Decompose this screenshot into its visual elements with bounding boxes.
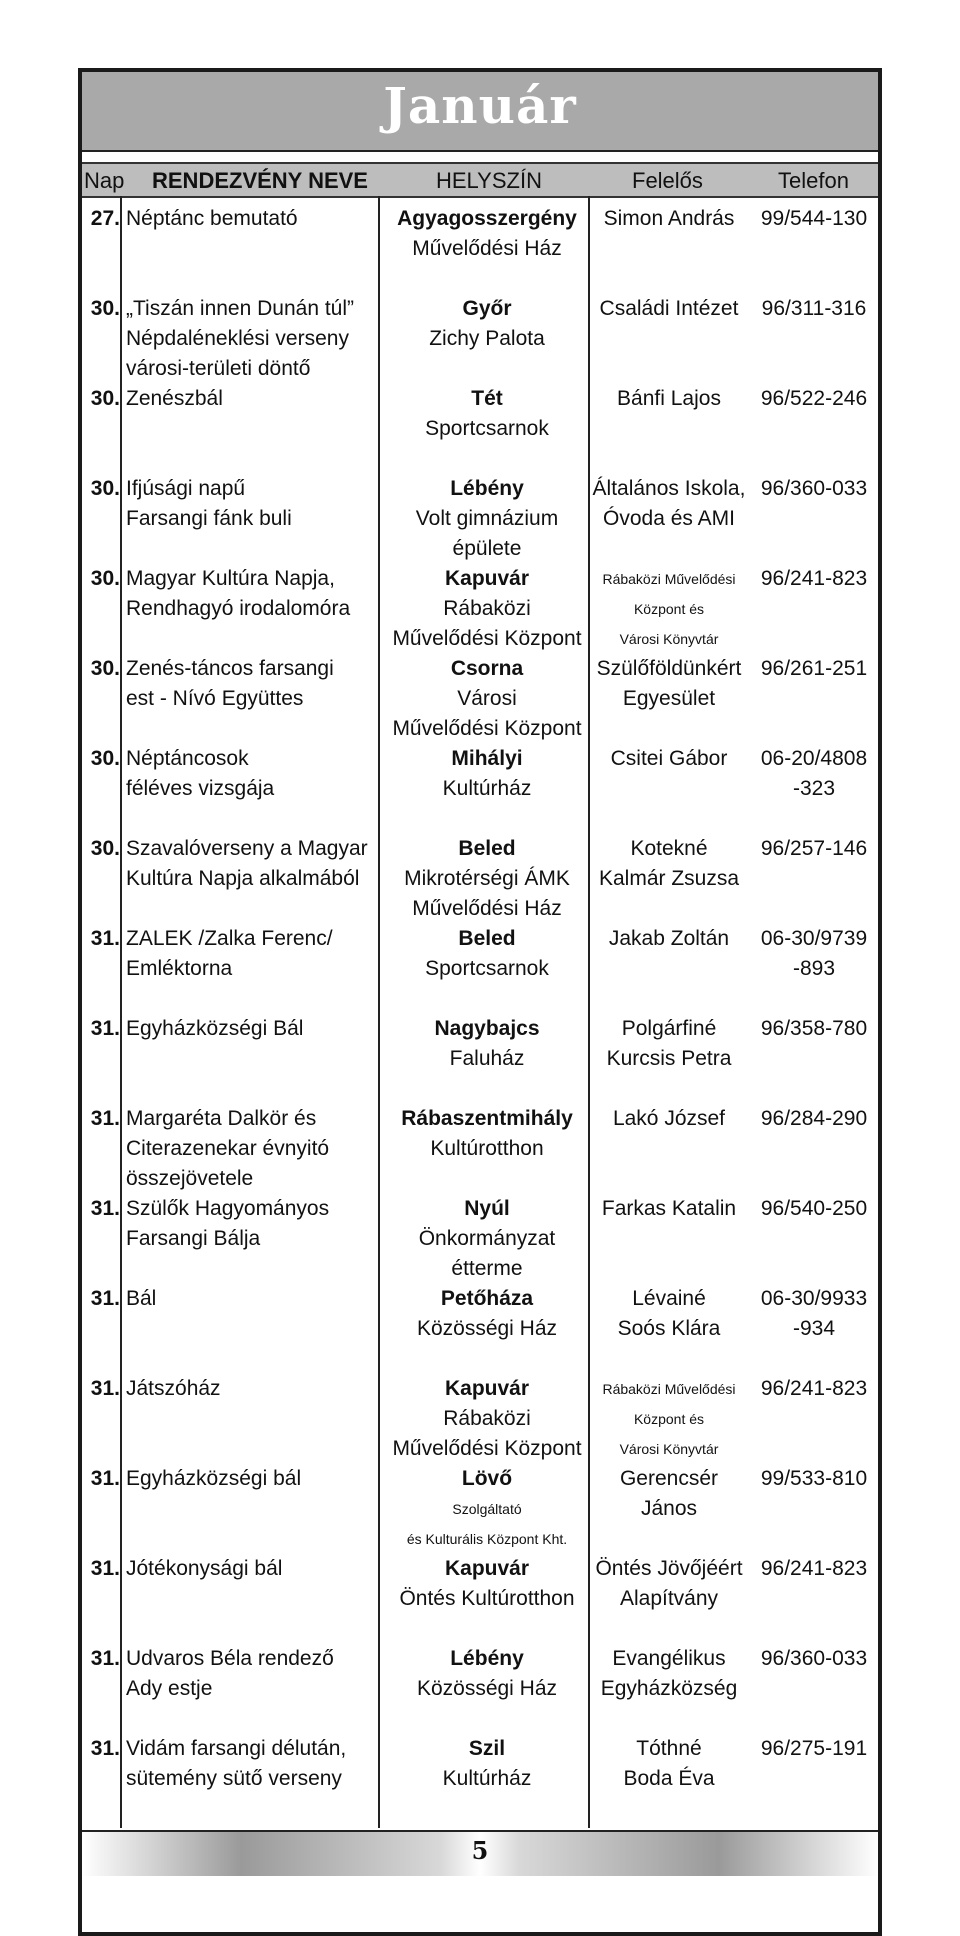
event-responsible (590, 1734, 748, 1794)
event-responsible-line: Központ és (633, 601, 705, 617)
event-location-line: Lébény (450, 1647, 524, 1670)
event-name (126, 294, 376, 384)
event-responsible-line: Egyházközség (600, 1677, 738, 1700)
event-location (382, 1014, 592, 1074)
event-phone-line: 96/522-246 (760, 387, 868, 410)
event-name-line: Szavalóverseny a Magyar (126, 837, 368, 860)
event-name-line: Néptánc bemutató (126, 207, 298, 230)
event-location (382, 1104, 592, 1164)
event-phone-line: 06-30/9933 (760, 1287, 868, 1310)
event-name-line: Rendhagyó irodalomóra (126, 597, 351, 620)
event-phone (750, 1464, 878, 1494)
event-name-line: Emléktorna (126, 957, 233, 980)
event-location-line: Agyagosszergény (397, 207, 577, 230)
event-location (382, 744, 592, 804)
event-location-line: Volt gimnázium (415, 507, 559, 530)
event-name-line: ZALEK /Zalka Ferenc/ (126, 927, 333, 950)
event-name-line: Egyházközségi Bál (126, 1017, 304, 1040)
event-phone (750, 1644, 878, 1674)
event-name-line: Citerazenekar évnyitó (126, 1137, 330, 1160)
event-location-line: Nyúl (464, 1197, 510, 1220)
event-day: 31. (90, 1647, 120, 1670)
event-location (382, 834, 592, 924)
event-name (126, 924, 376, 984)
event-location-line: Művelődési Ház (412, 237, 562, 260)
event-phone (750, 474, 878, 504)
event-responsible-line: Központ és (633, 1411, 705, 1427)
event-phone-line: 96/241-823 (760, 567, 868, 590)
event-name (126, 564, 376, 624)
event-name (126, 1104, 376, 1194)
event-day: 30. (90, 657, 120, 680)
column-divider (378, 196, 380, 1828)
event-responsible (590, 1014, 748, 1074)
event-responsible (590, 1284, 748, 1344)
event-name-line: Ady estje (126, 1677, 213, 1700)
event-responsible-line: Városi Könyvtár (619, 1441, 719, 1457)
header-location: HELYSZÍN (436, 168, 542, 193)
event-location-line: Rábaközi (443, 1407, 531, 1430)
event-location-line: Mikrotérségi ÁMK (404, 867, 570, 890)
event-location-line: Művelődési Központ (392, 717, 582, 740)
event-location-line: Lövő (461, 1467, 513, 1490)
event-name (126, 474, 376, 534)
event-responsible (590, 384, 748, 414)
event-responsible-line: Kurcsis Petra (606, 1047, 732, 1070)
event-responsible (590, 1104, 748, 1134)
event-location-line: Öntés Kultúrotthon (399, 1587, 575, 1610)
event-responsible-line: Gerencsér (619, 1467, 719, 1490)
event-phone (750, 924, 878, 984)
event-location (382, 204, 592, 264)
event-day: 31. (90, 1107, 120, 1130)
event-location-line: Zichy Palota (429, 327, 545, 350)
event-location (382, 1464, 592, 1554)
table-header (82, 162, 878, 198)
event-phone-line: 96/360-033 (760, 477, 868, 500)
event-responsible (590, 1194, 748, 1224)
event-location-line: Sportcsarnok (425, 417, 549, 440)
event-location-line: Szolgáltató (452, 1501, 522, 1517)
event-responsible-line: Általános Iskola, (592, 477, 746, 500)
event-name-line: Néptáncosok (126, 747, 249, 770)
event-phone-line: 96/241-823 (760, 1377, 868, 1400)
event-phone (750, 1014, 878, 1044)
event-phone-line: 96/275-191 (760, 1737, 868, 1760)
event-responsible (590, 834, 748, 894)
event-location-line: Művelődési Ház (412, 897, 562, 920)
event-responsible (590, 744, 748, 774)
event-location-line: Közösségi Ház (416, 1677, 558, 1700)
page-frame (78, 68, 882, 1936)
event-name-line: városi-területi döntő (126, 357, 311, 380)
event-day: 31. (90, 1737, 120, 1760)
event-phone-line: 96/358-780 (760, 1017, 868, 1040)
event-phone (750, 1374, 878, 1404)
event-phone-line: 96/257-146 (760, 837, 868, 860)
event-location-line: Beled (458, 927, 516, 950)
event-day: 31. (90, 927, 120, 950)
event-responsible-line: Öntés Jövőjéért (595, 1557, 743, 1580)
event-name-line: Játszóház (126, 1377, 221, 1400)
event-name-line: „Tiszán innen Dunán túl” (126, 297, 355, 320)
event-responsible-line: Csitei Gábor (610, 747, 728, 770)
event-responsible (590, 204, 748, 234)
event-location-line: Győr (462, 297, 512, 320)
event-location-line: Önkormányzat (418, 1227, 556, 1250)
event-responsible (590, 924, 748, 954)
event-name (126, 384, 376, 414)
event-responsible-line: Városi Könyvtár (619, 631, 719, 647)
event-location (382, 294, 592, 354)
event-phone-line: -934 (792, 1317, 836, 1340)
event-responsible-line: Polgárfiné (621, 1017, 717, 1040)
event-responsible-line: Tóthné (636, 1737, 702, 1760)
event-phone (750, 384, 878, 414)
event-name (126, 1374, 376, 1404)
event-name-line: Zenés-táncos farsangi (126, 657, 334, 680)
event-responsible (590, 564, 748, 654)
event-location-line: és Kulturális Központ Kht. (406, 1531, 568, 1547)
event-phone (750, 1104, 878, 1134)
event-name (126, 1644, 376, 1704)
event-location-line: Rábaszentmihály (401, 1107, 573, 1130)
event-name (126, 1734, 376, 1794)
event-location (382, 1194, 592, 1284)
event-responsible-line: Boda Éva (623, 1767, 715, 1790)
event-phone (750, 564, 878, 594)
event-phone-line: 99/544-130 (760, 207, 868, 230)
event-location-line: Sportcsarnok (425, 957, 549, 980)
event-day: 30. (90, 837, 120, 860)
event-responsible (590, 474, 748, 534)
event-name-line: sütemény sütő verseny (126, 1767, 342, 1790)
event-phone (750, 294, 878, 324)
event-day: 31. (90, 1557, 120, 1580)
event-location (382, 384, 592, 444)
column-divider (120, 196, 122, 1828)
event-responsible-line: Simon András (603, 207, 735, 230)
event-responsible-line: Lakó József (612, 1107, 726, 1130)
event-phone-line: 96/241-823 (760, 1557, 868, 1580)
event-location-line: Kultúrotthon (430, 1137, 544, 1160)
event-name-line: est - Nívó Együttes (126, 687, 304, 710)
event-name-line: Magyar Kultúra Napja, (126, 567, 335, 590)
event-location (382, 474, 592, 564)
event-day: 27. (90, 207, 120, 230)
event-responsible-line: Lévainé (632, 1287, 706, 1310)
event-name (126, 1284, 376, 1314)
event-name-line: Margaréta Dalkör és (126, 1107, 317, 1130)
event-responsible-line: Egyesület (622, 687, 716, 710)
header-day: Nap (84, 168, 125, 193)
event-responsible-line: Soós Klára (617, 1317, 721, 1340)
event-location (382, 654, 592, 744)
event-day: 30. (90, 297, 120, 320)
event-location-line: Közösségi Ház (416, 1317, 558, 1340)
event-location-line: Művelődési Központ (392, 627, 582, 650)
event-location-line: étterme (451, 1257, 523, 1280)
event-phone (750, 1734, 878, 1764)
event-phone-line: 99/533-810 (760, 1467, 868, 1490)
event-responsible-line: Bánfi Lajos (617, 387, 721, 410)
event-location-line: Városi (457, 687, 517, 710)
event-name-line: Zenészbál (126, 387, 223, 410)
event-location (382, 564, 592, 654)
event-name (126, 834, 376, 894)
event-responsible (590, 1644, 748, 1704)
event-location-line: Kultúrház (442, 1767, 532, 1790)
event-name-line: összejövetele (126, 1167, 254, 1190)
event-location-line: Faluház (449, 1047, 525, 1070)
event-location-line: Kultúrház (442, 777, 532, 800)
event-responsible-line: János (640, 1497, 698, 1520)
event-responsible (590, 294, 748, 324)
event-location-line: Tét (471, 387, 503, 410)
event-day: 30. (90, 567, 120, 590)
event-location (382, 1734, 592, 1794)
event-day: 31. (90, 1467, 120, 1490)
event-name-line: Udvaros Béla rendező (126, 1647, 334, 1670)
event-responsible-line: Farkas Katalin (601, 1197, 737, 1220)
event-location (382, 1554, 592, 1614)
event-responsible-line: Óvoda és AMI (603, 507, 735, 530)
event-name-line: Kultúra Napja alkalmából (126, 867, 360, 890)
event-location-line: Mihályi (451, 747, 523, 770)
event-name-line: Népdaléneklési verseny (126, 327, 349, 350)
event-name-line: Szülők Hagyományos (126, 1197, 330, 1220)
event-location-line: Kapuvár (444, 1377, 530, 1400)
header-phone: Telefon (778, 168, 849, 193)
event-phone-line: 06-30/9739 (760, 927, 868, 950)
event-day: 31. (90, 1017, 120, 1040)
event-responsible-line: Rábaközi Művelődési (602, 1381, 736, 1397)
event-name-line: Egyházközségi bál (126, 1467, 302, 1490)
event-responsible (590, 1554, 748, 1614)
event-phone-line: 96/311-316 (761, 297, 867, 320)
event-responsible (590, 654, 748, 714)
event-location-line: Csorna (450, 657, 524, 680)
event-name-line: Vidám farsangi délután, (126, 1737, 347, 1760)
event-phone (750, 654, 878, 684)
event-location-line: Szil (468, 1737, 506, 1760)
event-phone-line: -893 (792, 957, 836, 980)
event-location-line: épülete (452, 537, 522, 560)
event-day: 30. (90, 747, 120, 770)
header-event: RENDEZVÉNY NEVE (152, 168, 368, 193)
event-phone-line: -323 (792, 777, 836, 800)
event-phone (750, 204, 878, 234)
event-responsible-line: Kalmár Zsuzsa (598, 867, 740, 890)
event-location-line: Kapuvár (444, 567, 530, 590)
event-name-line: Farsangi fánk buli (126, 507, 292, 530)
event-location-line: Lébény (450, 477, 524, 500)
event-phone (750, 1554, 878, 1584)
event-responsible (590, 1374, 748, 1464)
event-location (382, 1284, 592, 1344)
event-location-line: Művelődési Központ (392, 1437, 582, 1460)
event-name-line: Bál (126, 1287, 157, 1310)
event-phone-line: 96/284-290 (760, 1107, 868, 1130)
event-phone (750, 744, 878, 804)
month-title-band (82, 72, 878, 152)
event-day: 30. (90, 387, 120, 410)
month-title: Január (383, 76, 577, 135)
event-responsible-line: Alapítvány (619, 1587, 719, 1610)
event-day: 31. (90, 1287, 120, 1310)
event-responsible-line: Evangélikus (612, 1647, 726, 1670)
event-name (126, 1014, 376, 1044)
event-day: 30. (90, 477, 120, 500)
page-number: 5 (471, 1836, 489, 1865)
event-location (382, 1374, 592, 1464)
event-name-line: Jótékonysági bál (126, 1557, 283, 1580)
event-responsible-line: Rábaközi Művelődési (602, 571, 736, 587)
event-responsible-line: Családi Intézet (599, 297, 739, 320)
event-location-line: Kapuvár (444, 1557, 530, 1580)
event-name (126, 654, 376, 714)
event-name (126, 204, 376, 234)
event-name (126, 1194, 376, 1254)
header-responsible: Felelős (632, 168, 703, 193)
event-responsible-line: Szülőföldünkért (596, 657, 742, 680)
event-location (382, 924, 592, 984)
event-responsible-line: Jakab Zoltán (608, 927, 730, 950)
event-phone-line: 96/360-033 (760, 1647, 868, 1670)
event-location (382, 1644, 592, 1704)
event-location-line: Rábaközi (443, 597, 531, 620)
event-phone (750, 1284, 878, 1344)
event-day: 31. (90, 1377, 120, 1400)
event-phone (750, 1194, 878, 1224)
event-location-line: Beled (458, 837, 516, 860)
event-name (126, 744, 376, 804)
event-phone-line: 96/261-251 (760, 657, 868, 680)
event-name-line: Ifjúsági napű (126, 477, 246, 500)
event-responsible (590, 1464, 748, 1524)
event-phone-line: 96/540-250 (760, 1197, 868, 1220)
event-location-line: Petőháza (440, 1287, 534, 1310)
event-day: 31. (90, 1197, 120, 1220)
event-phone-line: 06-20/4808 (760, 747, 868, 770)
event-location-line: Nagybajcs (434, 1017, 540, 1040)
event-phone (750, 834, 878, 864)
event-responsible-line: Kotekné (630, 837, 708, 860)
event-name-line: Farsangi Bálja (126, 1227, 261, 1250)
event-name-line: féléves vizsgája (126, 777, 275, 800)
event-name (126, 1464, 376, 1494)
event-name (126, 1554, 376, 1584)
